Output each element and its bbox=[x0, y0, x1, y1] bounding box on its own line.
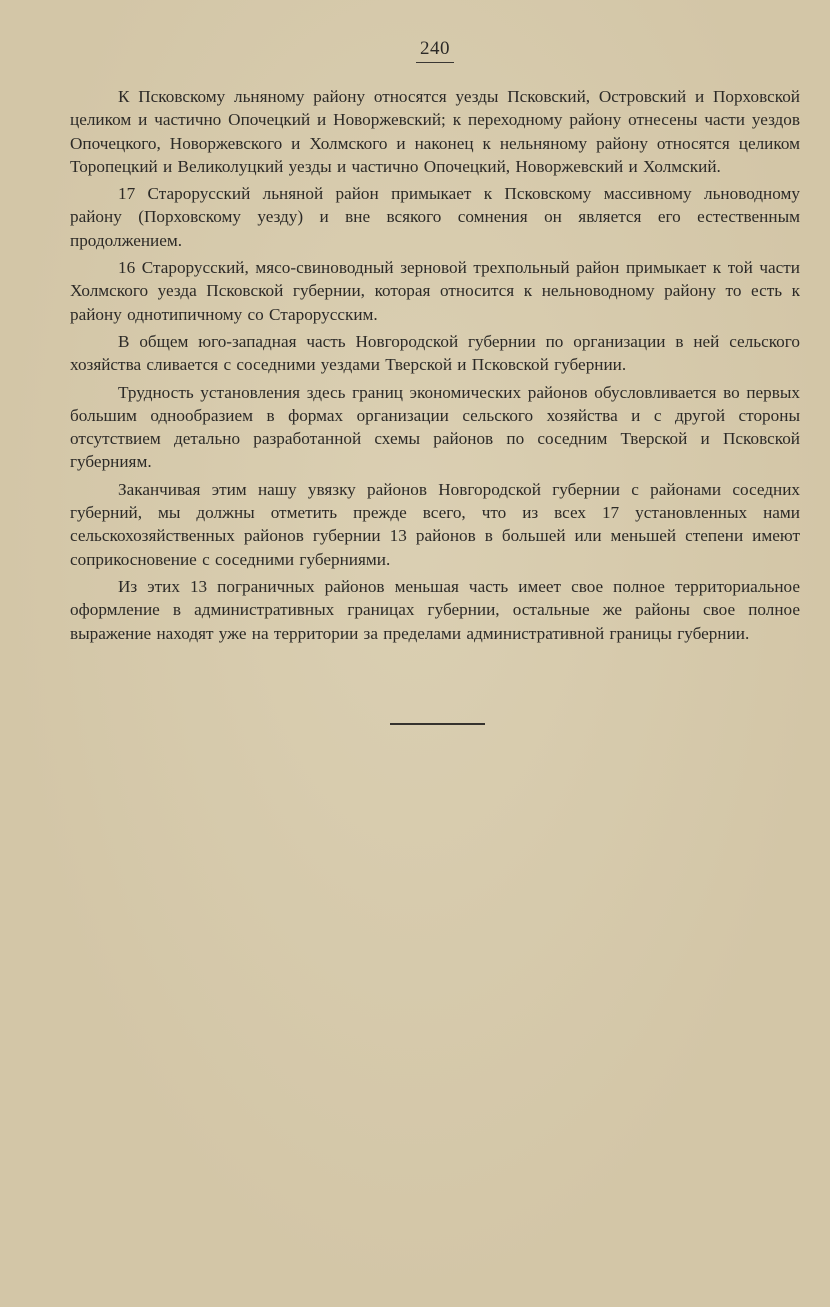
paragraph-5: Трудность установления здесь границ экономических районов обусловливается во первых большим однообразием в формах организации сельского хозяйства и с другой стороны отсутствием детально разработанной схемы районов по соседним Тверской и Псковской губерниям. bbox=[70, 382, 800, 472]
paragraph-3: 16 Старорусский, мясо-свиноводный зерновой трехпольный район примыкает к той части Холмского уезда Псковской губернии, которая относится к нельноводному району то есть к району однотипичному со Старорусским. bbox=[70, 258, 800, 324]
paragraph-6: Заканчивая этим нашу увязку районов Новгородской губернии с районами соседних губерний, мы должны отметить прежде всего, что из всех 17 установленных нами сельскохозяйственных районов губернии 13 районов в большей или меньшей степени имеют соприкосновение с соседними губерниями. bbox=[70, 479, 800, 569]
paragraph-7: Из этих 13 пограничных районов меньшая часть имеет свое полное территориальное оформление в административных границах губернии, остальные же районы свое полное выражение находят уже на территории за пределами административной границы губернии. bbox=[70, 576, 800, 643]
paragraph-4: В общем юго-западная часть Новгородской губернии по организации в ней сельского хозяйства сливается с соседними уездами Тверской и Псковской губернии. bbox=[70, 331, 800, 375]
section-end-rule bbox=[390, 723, 485, 725]
page-number bbox=[70, 38, 800, 63]
paragraph-1: К Псковскому льняному району относятся уезды Псковский, Островский и Порховской целиком и частично Опочецкий и Новоржевский; к переходному району отнесены части уездов Опочецкого, Новоржевского и Холмского и наконец к нельняному району относятся целиком Торопецкий и Великолуцкий уезды и частично Опочецкий, Новоржевский и Холмский. bbox=[70, 87, 800, 176]
page-number-text: 240 bbox=[416, 38, 454, 63]
paragraph-2: 17 Старорусский льняной район примыкает к Псковскому массивному льноводному району (Порховскому уезду) и вне всякого сомнения он является его естественным продолжением. bbox=[70, 184, 800, 250]
